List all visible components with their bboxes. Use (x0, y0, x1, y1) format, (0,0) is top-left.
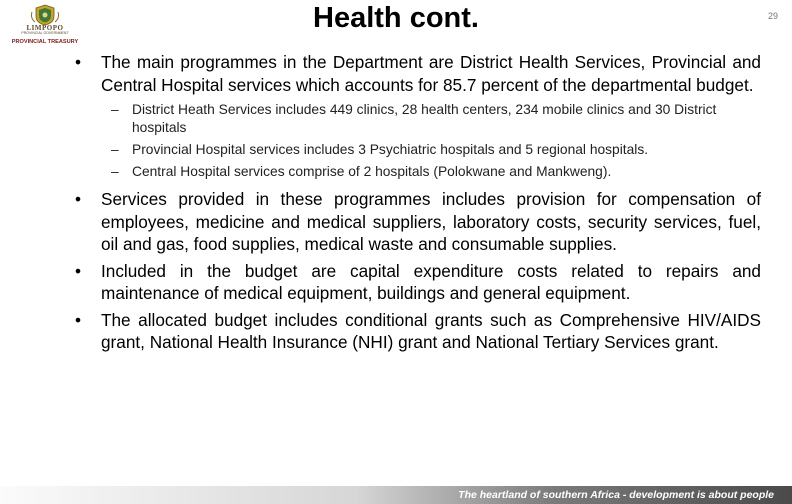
footer-tagline: The heartland of southern Africa - development is about people (458, 489, 774, 501)
bullet-conditional-grants (75, 309, 761, 354)
page-number: 29 (767, 11, 778, 21)
subbullet-central-hospital (75, 163, 761, 181)
subbullet-marker: – (111, 164, 119, 179)
slide-body (75, 51, 761, 354)
bullet-text: The main programmes in the Department are District Health Services, Provincial and Central Hospital services which accounts for 85.7 percent of the departmental budget. (101, 52, 761, 95)
bullet-text: Services provided in these programmes includes provision for compensation of employees, medicine and medical suppliers, laboratory costs, security services, fuel, oil and gas, food supplies, medical waste and consumable supplies. (101, 189, 761, 254)
subbullet-text: Central Hospital services comprise of 2 hospitals (Polokwane and Mankweng). (132, 164, 612, 179)
footer-bar (0, 486, 792, 504)
subbullet-district-health (75, 101, 761, 137)
logo-government-text: PROVINCIAL GOVERNMENT (21, 31, 69, 35)
bullet-text: Included in the budget are capital expenditure costs related to repairs and maintenance of medical equipment, buildings and general equipment. (101, 260, 761, 303)
bullet-services-provided (75, 188, 761, 256)
subbullet-marker: – (111, 102, 119, 117)
bullet-main-programmes (75, 51, 761, 96)
bullet-marker: • (75, 260, 82, 281)
subbullet-provincial-hospital (75, 141, 761, 159)
logo-treasury-text: PROVINCIAL TREASURY (11, 39, 79, 45)
subbullet-text: District Heath Services includes 449 clinics, 28 health centers, 234 mobile clinics and 30 District hospitals (132, 102, 717, 135)
subbullet-text: Provincial Hospital services includes 3 Psychiatric hospitals and 5 regional hospitals. (132, 142, 649, 157)
bullet-marker: • (75, 52, 82, 72)
bullet-capital-expenditure (75, 260, 761, 305)
bullet-marker: • (75, 309, 82, 330)
bullet-marker: • (75, 189, 82, 209)
slide-title: Health cont. (313, 2, 479, 34)
logo-province-name: LIMPOPO (26, 24, 64, 32)
subbullet-marker: – (111, 142, 119, 157)
bullet-text: The allocated budget includes conditional grants such as Comprehensive HIV/AIDS grant, National Health Insurance (NHI) grant and National Tertiary Services grant. (101, 309, 761, 352)
